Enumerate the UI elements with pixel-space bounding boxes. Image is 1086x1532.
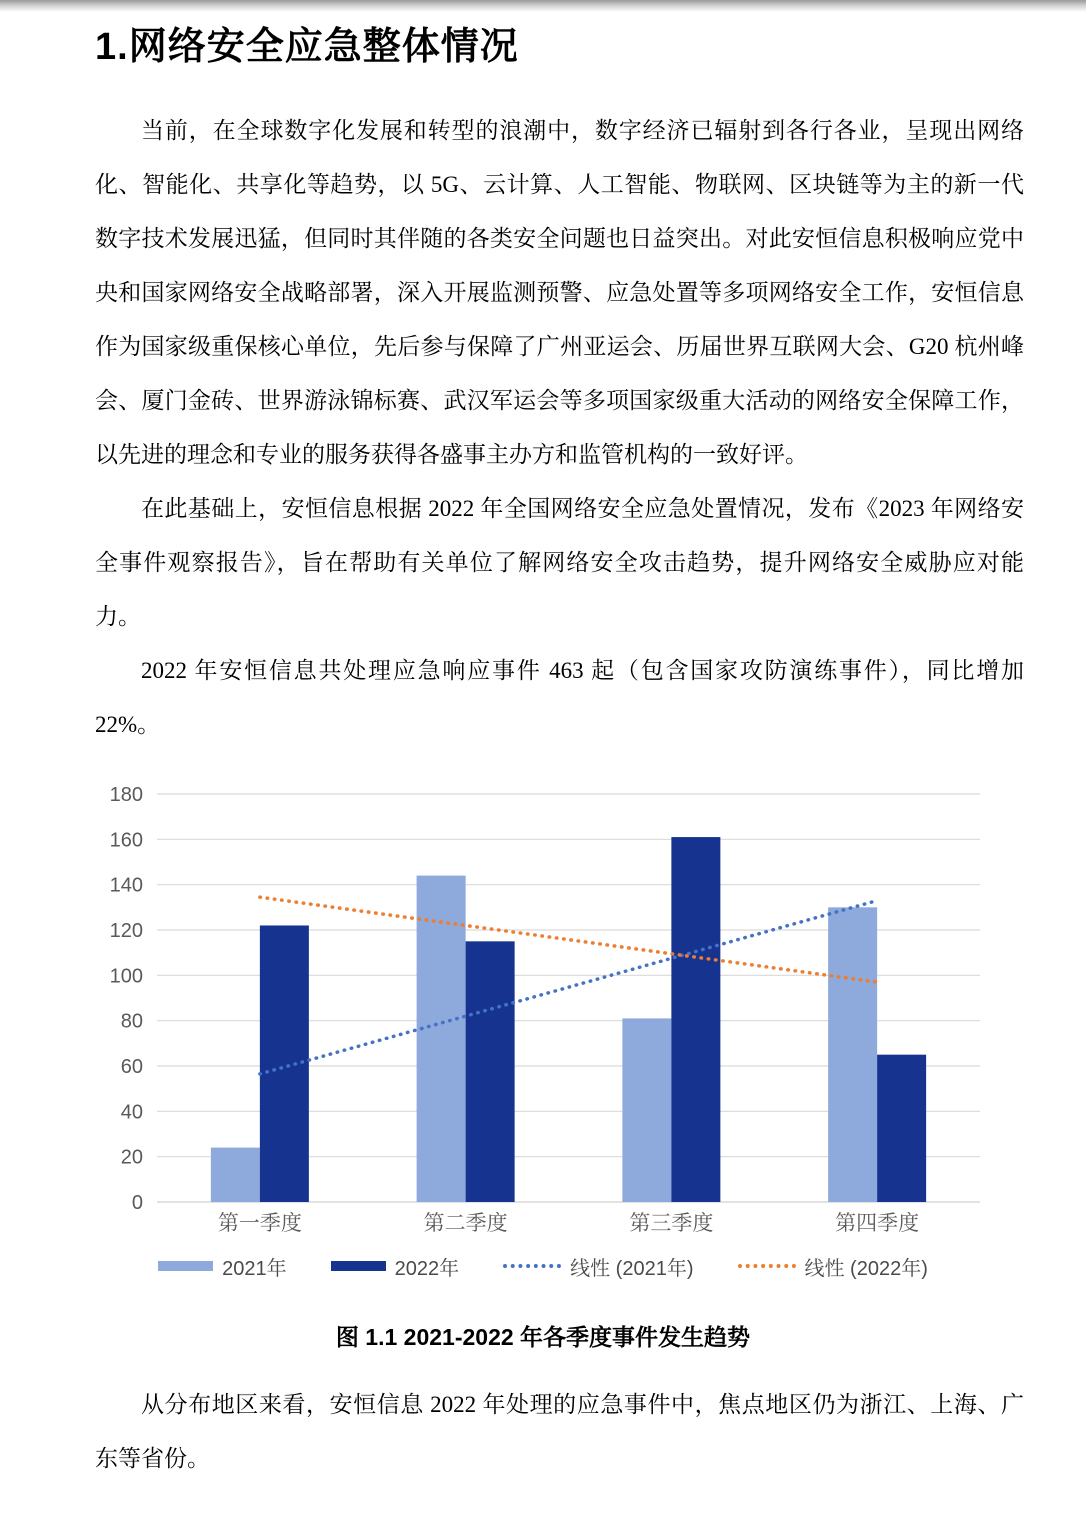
bar-series1-q1 [211,1148,260,1202]
x-axis-category-label: 第二季度 [423,1212,508,1235]
y-axis-tick-label: 120 [109,920,143,942]
y-axis-tick-label: 100 [109,965,143,988]
chart-legend [0,1254,1086,1278]
legend-item-4 [738,1252,928,1281]
y-axis-tick-label: 180 [109,784,143,806]
y-axis-tick-label: 40 [120,1101,143,1124]
bar-series1-q4 [828,907,877,1202]
legend-trendline-swatch [503,1264,561,1268]
legend-bar-swatch [158,1261,213,1271]
bar-series2-q4 [877,1055,926,1202]
x-axis-category-label: 第一季度 [217,1212,302,1235]
legend-item-2 [331,1252,460,1281]
legend-label: 2021年 [222,1257,287,1280]
bar-series1-q3 [622,1018,671,1202]
trendline-1 [260,901,877,1074]
paragraph-incident-count: 2022 年安恒信息共处理应急响应事件 463 起（包含国家攻防演练事件），同比增加 22%。 [95,658,1024,737]
section-title: 1.网络安全应急整体情况 [95,26,519,68]
paragraph-report-intro: 在此基础上，安恒信息根据 2022 年全国网络安全应急处置情况，发布《2023 年网络安全事件观察报告》，旨在帮助有关单位了解网络安全攻击趋势，提升网络安全威胁应对能力。 [95,496,1024,629]
paragraph-overview: 当前，在全球数字化发展和转型的浪潮中，数字经济已辐射到各行各业，呈现出网络化、智能化、共享化等趋势，以 5G、云计算、人工智能、物联网、区块链等为主的新一代数字技术发展迅猛，但同时其伴随的各类安全问题也日益突出。对此安恒信息积极响应党中央和国家网络安全战略部署，深入开展监测预警、应急处置等多项网络安全工作，安恒信息作为国家级重保核心单位，先后参与保障了广州亚运会、历届世界互联网大会、G20 杭州峰会、厦门金砖、世界游泳锦标赛、武汉军运会等多项国家级重大活动的网络安全保障工作，以先进的理念和专业的服务获得各盛事主办方和监管机构的一致好评。 [95,118,1024,467]
bar-series2-q2 [466,941,515,1202]
trendline-2 [260,897,877,982]
legend-label: 线性 (2022年) [804,1257,928,1280]
x-axis-category-label: 第四季度 [835,1212,920,1235]
y-axis-tick-label: 60 [120,1056,143,1078]
legend-item-1 [158,1252,287,1281]
legend-label: 2022年 [394,1257,460,1280]
bar-series2-q3 [671,837,720,1202]
y-axis-tick-label: 160 [109,829,143,852]
legend-bar-swatch [331,1261,386,1271]
x-axis-category-label: 第三季度 [629,1212,714,1235]
page-top-shadow [0,0,1086,12]
quarterly-trend-figure [0,770,1086,1352]
paragraph-regions: 从分布地区来看，安恒信息 2022 年处理的应急事件中，焦点地区仍为浙江、上海、广东等省份。 [95,1392,1024,1471]
y-axis-tick-label: 140 [109,874,143,897]
y-axis-tick-label: 0 [131,1192,143,1214]
figure-caption: 图 1.1 2021-2022 年各季度事件发生趋势 [335,1324,751,1350]
quarterly-bar-chart [100,770,1000,1240]
y-axis-tick-label: 80 [120,1010,143,1033]
bar-series1-q2 [417,876,466,1202]
y-axis-tick-label: 20 [120,1146,143,1169]
legend-label: 线性 (2021年) [570,1257,694,1280]
legend-trendline-swatch [738,1264,796,1268]
legend-item-3 [503,1252,693,1281]
